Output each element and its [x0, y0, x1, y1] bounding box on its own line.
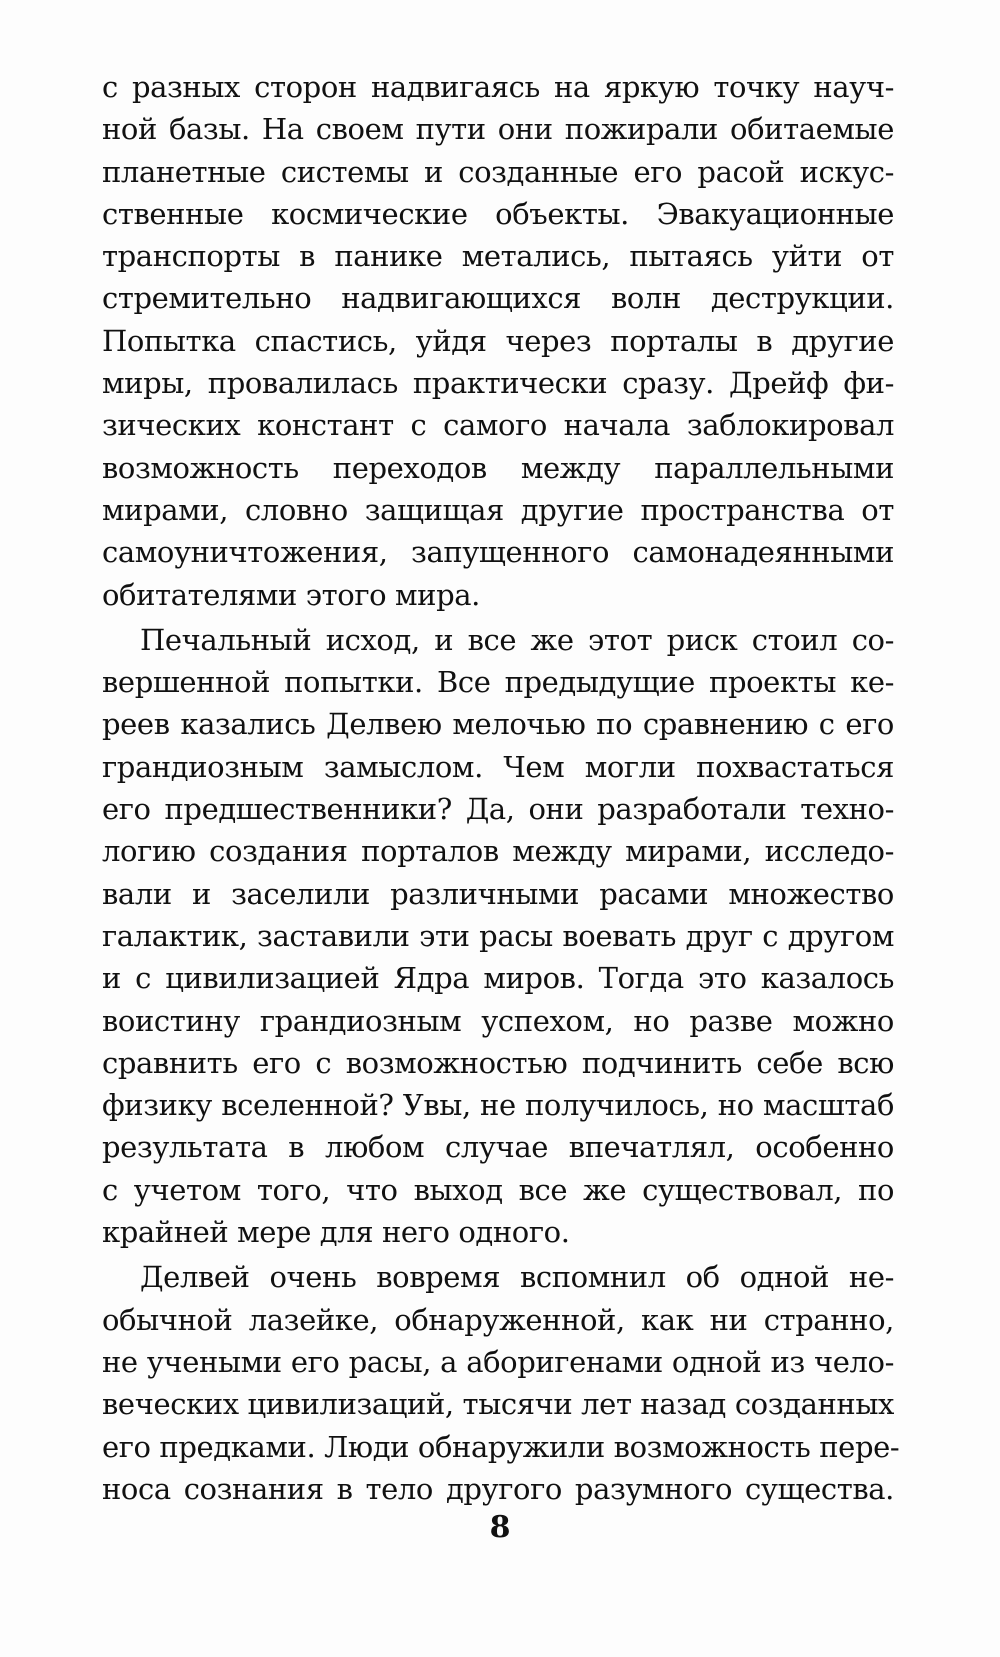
paragraph-3	[102, 1256, 900, 1510]
text-line: вали и заселили различными расами множество	[102, 876, 894, 911]
text-line: миры, провалилась практически сразу. Дрейф фи-	[102, 366, 894, 401]
text-line: грандиозным замыслом. Чем могли похвастаться	[102, 749, 894, 784]
text-line: ной базы. На своем пути они пожирали обитаемые	[102, 112, 894, 147]
text-line: зических констант с самого начала заблокировал	[102, 408, 894, 443]
paragraph-1	[102, 66, 894, 616]
text-line: галактик, заставили эти расы воевать друг с другом	[102, 918, 894, 953]
text-line: вершенной попытки. Все предыдущие проекты ке-	[102, 665, 894, 700]
text-line: его предками. Люди обнаружили возможность пере-	[102, 1429, 900, 1464]
text-line: носа сознания в тело другого разумного существа.	[102, 1471, 894, 1506]
text-line: с учетом того, что выход все же существовал, по	[102, 1172, 894, 1207]
text-line: планетные системы и созданные его расой искус-	[102, 154, 894, 189]
text-line: обитателями этого мира.	[102, 577, 480, 612]
text-line: самоуничтожения, запущенного самонадеянными	[102, 535, 894, 570]
text-line: Попытка спастись, уйдя через порталы в другие	[102, 323, 894, 358]
text-line: результата в любом случае впечатлял, особенно	[102, 1130, 894, 1165]
text-line: сравнить его с возможностью подчинить себе всю	[102, 1045, 894, 1080]
text-line: и с цивилизацией Ядра миров. Тогда это казалось	[102, 961, 894, 996]
text-line: воистину грандиозным успехом, но разве можно	[102, 1003, 894, 1038]
text-line: обычной лазейке, обнаруженной, как ни странно,	[102, 1302, 894, 1337]
text-line: крайней мере для него одного.	[102, 1215, 570, 1250]
text-line: физику вселенной? Увы, не получилось, но масштаб	[102, 1088, 894, 1123]
text-line: его предшественники? Да, они разработали техно-	[102, 792, 894, 827]
text-line: возможность переходов между параллельными	[102, 450, 894, 485]
page-number: 8	[489, 1510, 511, 1545]
text-line: не учеными его расы, а аборигенами одной из чело-	[102, 1344, 894, 1379]
text-line: стремительно надвигающихся волн деструкции.	[102, 281, 894, 316]
text-line: реев казались Делвею мелочью по сравнению с его	[102, 707, 894, 742]
body-text	[102, 66, 900, 1510]
text-line: Печальный исход, и все же этот риск стоил со-	[140, 622, 894, 657]
text-line: транспорты в панике метались, пытаясь уйти от	[102, 239, 894, 274]
text-line: мирами, словно защищая другие пространства от	[102, 492, 894, 527]
text-line: Делвей очень вовремя вспомнил об одной не-	[140, 1260, 894, 1295]
text-line: логию создания порталов между мирами, исследо-	[102, 834, 894, 869]
text-line: веческих цивилизаций, тысячи лет назад созданных	[102, 1387, 894, 1422]
paragraph-2	[102, 619, 894, 1253]
text-line: ственные космические объекты. Эвакуационные	[102, 196, 894, 231]
text-line: с разных сторон надвигаясь на яркую точку науч-	[102, 70, 894, 104]
